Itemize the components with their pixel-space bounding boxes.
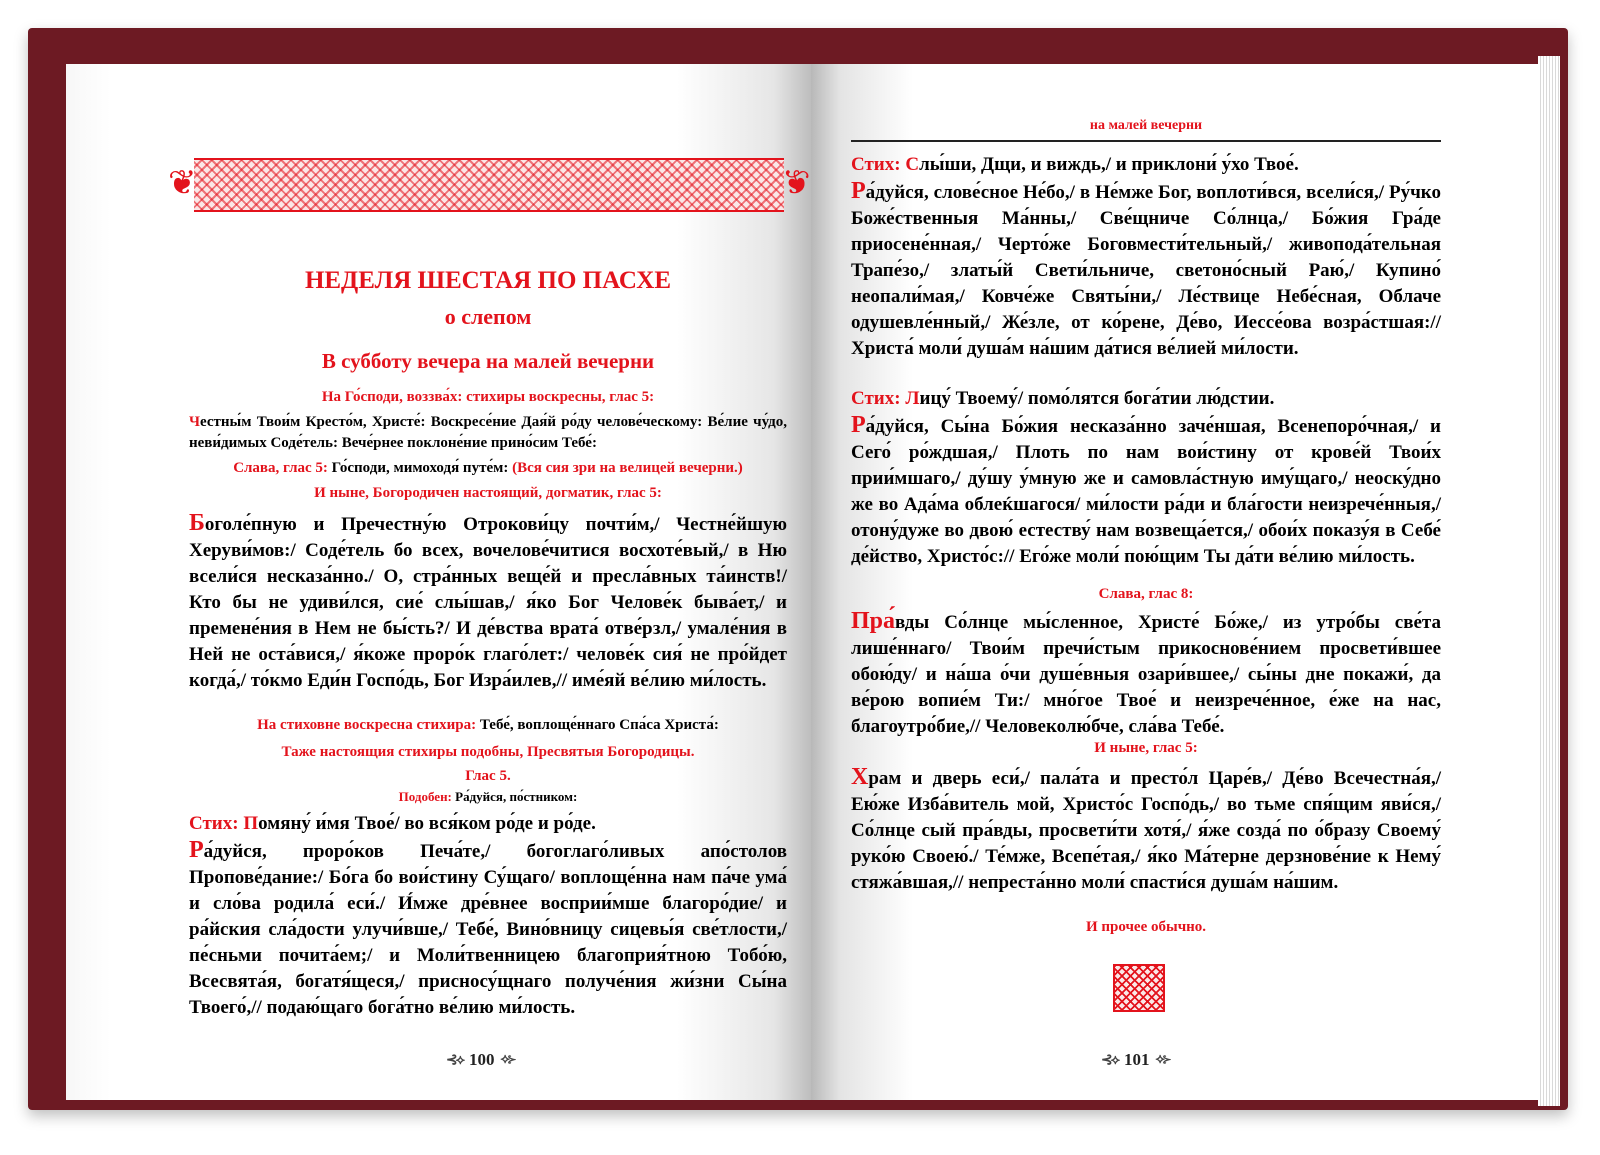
radujsia-paragraph [851, 412, 1441, 570]
dogmatik-paragraph [189, 510, 787, 694]
running-head: на малей вечерни [1089, 118, 1203, 133]
radujsia-paragraph [851, 178, 1441, 362]
rubric-red-note: (Вся сия зри на велицей вечерни.) [512, 460, 743, 476]
rubric-i-prochee: И прочее обычно. [1085, 919, 1207, 935]
dropcap: Б [189, 510, 205, 536]
rubric-i-nyne: И ныне, глас 5: [1094, 740, 1198, 756]
rubric-gospodi-vozzvakh: На Го́споди, воззва́х: стихиры воскресны, глас 5: [321, 389, 655, 405]
section-heading: В субботу вечера на малей вечерни [321, 349, 655, 373]
rubric-slava [189, 460, 787, 477]
stikh-label: Стих: [189, 813, 244, 834]
dropcap: Пра́ [851, 608, 896, 634]
page-number-ornament-icon: ⊰⟡ [446, 1052, 463, 1068]
dropcap: Р [189, 837, 204, 863]
rubric-red-text: Слава, глас 5: [233, 460, 332, 476]
rubric-tazhe: Таже настоящия стихиры подобны, Пресвятыя Богородицы. [281, 744, 695, 760]
headpiece-ornament-icon [194, 158, 784, 212]
paragraph-text: рам и дверь еси́,/ пала́та и престо́л Царе́в,/ Де́во Всечестна́я,/ Ею́же Изба́витель мой, Христо́с Госпо́дь,/ во тьме спя́щим яви́ся,/ Со́лнце сый пра́вды, просвети́ти хотя́,/ я́же созда́ по о́бразу Своему́ руко́ю Своею́./ Те́мже, Всепе́тая,/ я́ко Ма́терне дерзнове́ние к Нему́ стяжа́вшая,// непреста́нно моли́ спасти́ся душа́м на́шим. [851, 768, 1441, 893]
dropcap: С [905, 154, 920, 175]
page-number-ornament-icon: ⟡⊱ [500, 1052, 514, 1067]
paragraph-text: вды Со́лнце мы́сленное, Христе́ Бо́же,/ из утро́бы све́та лише́ннаго/ Твои́м пречи́стым прикоснове́нием просвети́вшее обою́ду/ и на́ша о́чи душе́вныя озари́вшее,/ сы́ны дне покажи́, да ве́рою вопие́м Ти:/ мно́гое Твое́ и неизрече́нное, е́же на нас, благоутро́бие,// Человеколю́бче, сла́ва Тебе́. [851, 612, 1441, 737]
rubric-red-text: На стиховне воскресна стихира: [257, 717, 480, 733]
dropcap: П [243, 813, 259, 834]
rubric-black-text: Тебе́, воплоще́ннаго Спа́са Христа́: [479, 717, 719, 733]
paragraph-text: а́дуйся, Сы́на Бо́жия несказа́нно заче́ншая, Всенепоро́чная,/ и Сего́ ро́ждшая,/ Плоть по нам вои́стину от крове́й Твои́х прии́мшаго,/ ду́шу у́мную же и самовла́стную иму́щаго,/ неоску́дно же во Ада́ма облеќшагося/ ми́лости ра́ди и бла́гости неизрече́нныя,/ отону́дуже во двою́ естеству́ нам возвеща́ется,/ обои́х показу́я в Себе́ де́йство, Христо́с:// Его́же моли́ пою́щим Ты да́ти ве́лию ми́лость. [851, 416, 1441, 567]
paragraph-text: а́дуйся, слове́сное Не́бо,/ в Не́мже Бог, воплоти́вся, всели́ся,/ Ру́чко Боже́ственныя Ма́нны,/ Све́щниче Со́лнца,/ Бо́жия Гра́де приосене́нная,/ Черто́же Боговмести́тельный,/ живопода́тельная Трапе́зо,/ златы́й Свети́льниче, светоно́сный Раю́,/ Купино́ неопали́мая,/ Ковче́же Святы́ни,/ Ле́ствице Небе́сная, Облаче одушевле́нный,/ Же́зле, от ко́рене, Де́во, Иессе́ова возра́стшая:// Христа́ моли́ душа́м на́шим да́тися ве́лией ми́лости. [851, 182, 1441, 359]
page-number-value: 100 [469, 1050, 495, 1069]
paragraph-text: ицу́ Твоему́/ помо́лятся бога́тии лю́дстии. [919, 388, 1275, 409]
dropcap: Ч [189, 414, 201, 430]
rubric-red-text: Подобен: [398, 789, 456, 804]
stikh-line [189, 811, 787, 837]
khram-paragraph [851, 764, 1441, 896]
paragraph-text: лы́ши, Дщи, и виждь,/ и приклони́ у́хо Твое́. [919, 154, 1299, 175]
radujsia-paragraph [189, 837, 787, 1021]
page-title: НЕДЕЛЯ ШЕСТАЯ ПО ПАСХЕ [304, 267, 672, 294]
stikh-line [851, 386, 1441, 412]
book-cover [28, 28, 1568, 1110]
stichera-paragraph [189, 412, 787, 454]
rubric-i-nyne: И ныне, Богородичен настоящий, догматик, глас 5: [314, 485, 662, 501]
page-edges [1538, 56, 1560, 1106]
stikh-label: Стих: [851, 388, 906, 409]
dropcap: Х [851, 764, 869, 790]
paragraph-text: а́дуйся, проро́ков Печа́те,/ богоглаго́ливых апо́столов Пропове́дание:/ Бо́га бо вои́стину Су́щаго/ воплоще́нна нам па́че ума́ и сло́ва родила́ еси́./ И́мже дре́внее восприи́мше благоро́дие/ и ра́йския сла́дости улучи́вше,/ Тебе́, Вино́вницу сицевы́я све́тлости,/ пе́сньми почита́ем;/ и Моли́твенницею благоприя́тною Тобо́ю, Всесвята́я, богатя́щеся,/ присносу́щнаго получе́ния жи́зни Сы́на Твоего́,// подаю́щаго бога́тно ве́лию ми́лость. [189, 841, 787, 1018]
page-number-ornament-icon: ⊰⟡ [1101, 1052, 1118, 1068]
paragraph-text: естны́м Твои́м Кресто́м, Христе́: Воскресе́ние Дая́й ро́ду челове́ческому: Ве́лие чу́до, неви́димых Соде́тель: Вече́рнее поклоне́ние прино́сим Тебе́: [189, 414, 787, 451]
stikh-label: Стих: [851, 154, 906, 175]
dropcap: Р [851, 178, 866, 204]
rubric-black-text: Ра́дуйся, по́стником: [455, 789, 578, 804]
page-number [1101, 1050, 1169, 1070]
page-subtitle: о слепом [444, 304, 532, 329]
left-page [66, 64, 811, 1100]
page-number-value: 101 [1124, 1050, 1150, 1069]
pravdy-paragraph [851, 608, 1441, 740]
stikh-line [851, 152, 1441, 178]
page-number-ornament-icon: ⟡⊱ [1155, 1052, 1169, 1067]
page-number [446, 1050, 514, 1070]
tailpiece-ornament-icon [1113, 964, 1165, 1012]
rubric-slava: Слава, глас 8: [1098, 586, 1194, 602]
dropcap: Л [905, 388, 920, 409]
rubric-black-text: Го́споди, мимоходя́ путе́м: [331, 460, 513, 476]
rubric-podoben [189, 789, 787, 805]
header-rule [851, 140, 1441, 142]
rubric-glas: Глас 5. [465, 768, 511, 784]
paragraph-text: оголе́пную и Пречестну́ю Отрокови́цу почти́м,/ Честне́йшую Херуви́мов:/ Соде́тель бо всех, вочелове́читися восхоте́вый,/ в Ню всели́ся несказа́нно./ О, стра́нных веще́й и пресла́вных та́инств!/ Кто бы не удиви́лся, сие́ слы́шав,/ я́ко Бог Челове́к быва́ет,/ и премене́ния в Нем не бы́сть?/ И де́вства врата́ отве́рзл,/ умале́ния в Ней не оста́вися,/ я́коже проро́к глаго́лет:/ челове́к сия́ не про́йдет когда́,/ то́кмо Еди́н Госпо́дь, Бог Изра́илев,// име́яй ве́лию ми́лость. [189, 514, 787, 691]
dropcap: Р [851, 412, 866, 438]
right-page [811, 64, 1539, 1100]
paragraph-text: омяну́ и́мя Твое́/ во вся́ком ро́де и ро́де. [258, 813, 596, 834]
rubric-na-stikhovne [189, 717, 787, 734]
